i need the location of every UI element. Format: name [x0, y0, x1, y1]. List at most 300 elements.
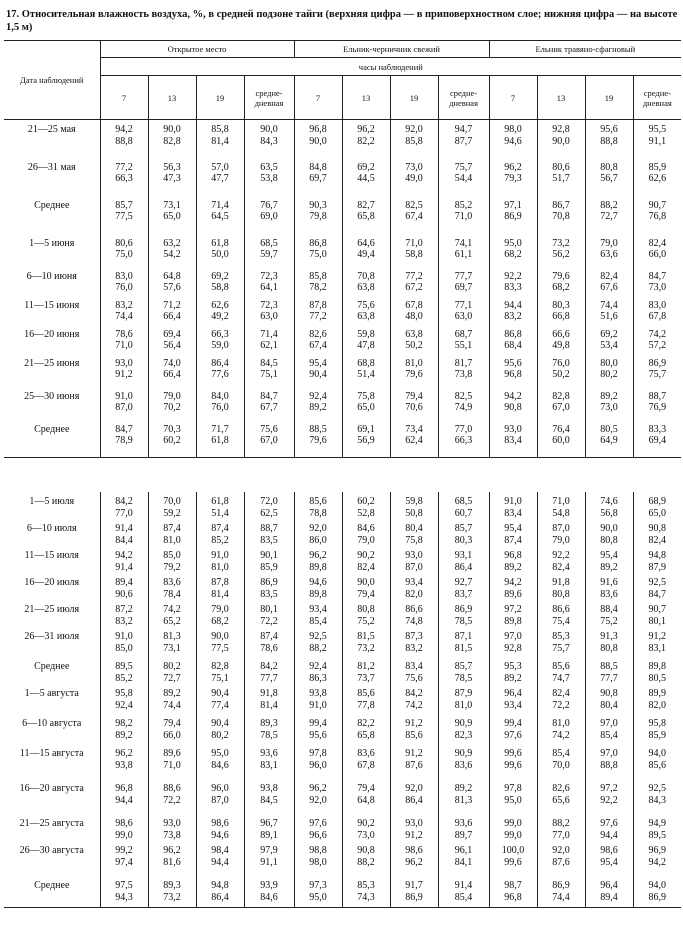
value-cell	[390, 234, 438, 267]
surface-value: 86,9	[648, 357, 667, 369]
value-cell	[196, 627, 244, 657]
value-cell	[294, 546, 342, 573]
surface-value: 68,5	[260, 237, 278, 249]
surface-value: 97,0	[600, 718, 618, 729]
hour-header: 7	[100, 76, 148, 120]
surface-value: 63,8	[405, 328, 423, 340]
value-cell	[537, 779, 585, 814]
height-value: 96,8	[504, 369, 522, 380]
value-cell	[148, 267, 196, 296]
height-value: 94,4	[600, 829, 618, 841]
value-cell	[633, 420, 681, 458]
surface-value: 82,4	[600, 270, 618, 282]
height-value: 74,4	[552, 891, 570, 903]
value-cell	[148, 573, 196, 600]
height-value: 72,7	[600, 211, 618, 222]
surface-value: 74,0	[163, 357, 181, 369]
value-cell	[100, 814, 148, 841]
surface-value: 91,6	[600, 577, 618, 588]
value-cell	[148, 744, 196, 779]
surface-value: 98,7	[504, 880, 522, 891]
height-value: 80,3	[454, 534, 473, 546]
height-value: 86,4	[211, 891, 229, 903]
surface-value: 85,6	[552, 661, 570, 672]
surface-value: 91,0	[211, 550, 229, 561]
surface-value: 86,6	[405, 604, 423, 615]
height-value: 75,2	[600, 615, 618, 627]
surface-value: 93,4	[309, 604, 327, 615]
surface-value: 90,1	[260, 550, 278, 561]
surface-value: 93,6	[454, 818, 473, 829]
surface-value: 75,7	[454, 161, 473, 173]
height-value: 89,2	[504, 561, 522, 573]
surface-value: 97,9	[260, 845, 278, 856]
height-value: 81,3	[454, 794, 473, 806]
table-row	[4, 841, 681, 876]
value-cell	[489, 420, 537, 458]
value-cell	[294, 876, 342, 907]
height-value: 83,5	[260, 588, 278, 600]
value-cell	[148, 876, 196, 907]
height-value: 77,7	[260, 672, 278, 684]
table-row	[4, 684, 681, 714]
value-cell	[294, 120, 342, 158]
value-cell	[196, 196, 244, 234]
value-cell	[585, 714, 633, 744]
height-value: 88,2	[309, 642, 327, 654]
surface-value: 96,8	[115, 783, 133, 794]
height-value: 85,9	[260, 561, 278, 573]
height-value: 62,4	[405, 435, 423, 446]
height-value: 73,0	[357, 829, 375, 841]
height-value: 73,0	[600, 402, 618, 413]
value-cell	[633, 841, 681, 876]
value-cell	[585, 420, 633, 458]
value-cell	[342, 841, 390, 876]
surface-value: 79,4	[163, 718, 181, 729]
value-cell	[294, 814, 342, 841]
value-cell	[148, 546, 196, 573]
height-value: 90,4	[309, 369, 327, 380]
value-cell	[294, 420, 342, 458]
value-cell	[390, 120, 438, 158]
height-value: 79,3	[504, 173, 522, 184]
surface-value: 87,1	[454, 631, 473, 642]
surface-value: 92,8	[552, 124, 570, 135]
height-value: 89,8	[309, 588, 327, 600]
height-value: 44,5	[357, 173, 375, 184]
height-value: 64,9	[600, 435, 618, 446]
height-value: 60,7	[454, 507, 473, 519]
value-cell	[585, 325, 633, 354]
value-cell	[342, 492, 390, 519]
surface-value: 85,3	[357, 880, 375, 891]
surface-value: 62,6	[211, 299, 229, 311]
table-row	[4, 492, 681, 519]
surface-value: 67,8	[405, 299, 423, 311]
height-value: 80,2	[211, 729, 229, 741]
height-value: 78,2	[309, 282, 327, 293]
value-cell	[585, 573, 633, 600]
surface-value: 95,5	[648, 124, 667, 135]
height-value: 85,9	[648, 729, 666, 741]
height-value: 80,8	[552, 588, 570, 600]
height-value: 77,0	[115, 507, 133, 519]
surface-value: 92,0	[552, 845, 570, 856]
height-value: 97,4	[115, 856, 133, 868]
surface-value: 89,8	[648, 661, 666, 672]
height-value: 84,6	[211, 759, 229, 771]
surface-value: 99,6	[504, 748, 522, 759]
height-value: 88,8	[115, 135, 133, 147]
value-cell	[438, 519, 489, 546]
value-cell	[244, 267, 294, 296]
surface-value: 71,4	[211, 199, 229, 211]
height-value: 50,2	[405, 340, 423, 351]
date-cell: 21—25 июля	[4, 600, 100, 627]
surface-value: 94,2	[115, 124, 133, 135]
surface-value: 93,8	[260, 783, 278, 794]
value-cell	[196, 420, 244, 458]
value-cell	[100, 546, 148, 573]
table-row	[4, 744, 681, 779]
surface-value: 98,0	[504, 124, 522, 135]
height-value: 47,3	[163, 173, 181, 184]
value-cell	[100, 492, 148, 519]
value-cell	[342, 876, 390, 907]
table-row	[4, 876, 681, 907]
surface-value: 77,2	[405, 270, 423, 282]
height-value: 63,0	[454, 311, 473, 322]
value-cell	[148, 354, 196, 387]
value-cell	[537, 744, 585, 779]
height-value: 96,6	[309, 829, 327, 841]
height-value: 85,6	[405, 729, 423, 741]
surface-value: 84,5	[260, 357, 278, 369]
height-value: 66,3	[115, 173, 133, 184]
value-cell	[585, 600, 633, 627]
height-value: 76,9	[648, 402, 667, 413]
surface-value: 59,8	[405, 496, 423, 507]
height-value: 74,4	[163, 699, 181, 711]
height-value: 84,5	[260, 794, 278, 806]
value-cell	[294, 296, 342, 325]
surface-value: 80,8	[357, 604, 375, 615]
value-cell	[585, 814, 633, 841]
height-value: 66,4	[163, 369, 181, 380]
surface-value: 95,0	[211, 748, 229, 759]
height-value: 73,0	[648, 282, 667, 293]
height-value: 82,0	[648, 699, 666, 711]
value-cell	[537, 627, 585, 657]
value-cell	[537, 387, 585, 420]
surface-value: 91,4	[454, 880, 473, 891]
surface-value: 94,8	[211, 880, 229, 891]
height-value: 83,2	[405, 642, 423, 654]
date-cell: Среднее	[4, 657, 100, 684]
height-value: 91,0	[309, 699, 327, 711]
surface-value: 92,0	[405, 124, 423, 135]
height-value: 83,4	[504, 507, 522, 519]
surface-value: 85,6	[357, 688, 375, 699]
surface-value: 80,6	[115, 237, 133, 249]
height-value: 94,6	[211, 829, 229, 841]
height-value: 75,1	[260, 369, 278, 380]
value-cell	[537, 354, 585, 387]
value-cell	[390, 779, 438, 814]
height-value: 56,8	[600, 507, 618, 519]
value-cell	[342, 627, 390, 657]
surface-value: 87,8	[211, 577, 229, 588]
hour-header: 19	[390, 76, 438, 120]
surface-value: 96,8	[309, 124, 327, 135]
value-cell	[390, 684, 438, 714]
height-value: 73,1	[163, 642, 181, 654]
height-value: 65,2	[163, 615, 181, 627]
height-value: 90,0	[552, 135, 570, 147]
value-cell	[390, 519, 438, 546]
surface-value: 68,7	[454, 328, 473, 340]
surface-value: 79,0	[211, 604, 229, 615]
surface-value: 87,9	[454, 688, 473, 699]
height-value: 65,8	[357, 211, 375, 222]
surface-value: 93,0	[163, 818, 181, 829]
value-cell	[537, 492, 585, 519]
hours-label: часы наблюдений	[100, 58, 681, 76]
value-cell	[244, 296, 294, 325]
height-value: 63,0	[260, 311, 278, 322]
surface-value: 81,2	[357, 661, 375, 672]
height-value: 82,3	[454, 729, 473, 741]
surface-value: 88,7	[260, 523, 278, 534]
date-cell: 26—30 августа	[4, 841, 100, 876]
value-cell	[537, 573, 585, 600]
value-cell	[342, 267, 390, 296]
hour-header: средне-дневная	[244, 76, 294, 120]
surface-value: 64,8	[163, 270, 181, 282]
value-cell	[148, 714, 196, 744]
value-cell	[196, 234, 244, 267]
value-cell	[390, 814, 438, 841]
surface-value: 88,2	[600, 199, 618, 211]
height-value: 89,4	[600, 891, 618, 903]
surface-value: 77,0	[454, 423, 473, 435]
value-cell	[390, 492, 438, 519]
value-cell	[100, 744, 148, 779]
value-cell	[294, 744, 342, 779]
height-value: 57,6	[163, 282, 181, 293]
surface-value: 85,4	[552, 748, 570, 759]
surface-value: 70,0	[163, 496, 181, 507]
height-value: 82,4	[552, 561, 570, 573]
height-value: 68,2	[211, 615, 229, 627]
surface-value: 80,6	[552, 161, 570, 173]
height-value: 89,2	[600, 561, 618, 573]
height-value: 77,7	[600, 672, 618, 684]
value-cell	[196, 779, 244, 814]
surface-value: 94,7	[454, 124, 473, 135]
surface-value: 90,9	[454, 718, 473, 729]
value-cell	[342, 420, 390, 458]
height-value: 89,2	[504, 672, 522, 684]
height-value: 69,7	[454, 282, 473, 293]
height-value: 97,6	[504, 729, 522, 741]
surface-value: 83,4	[405, 661, 423, 672]
value-cell	[537, 420, 585, 458]
height-value: 83,2	[115, 615, 133, 627]
surface-value: 96,4	[504, 688, 522, 699]
height-value: 62,6	[648, 173, 667, 184]
value-cell	[633, 684, 681, 714]
height-value: 89,5	[648, 829, 666, 841]
value-cell	[244, 744, 294, 779]
surface-value: 71,0	[405, 237, 423, 249]
height-value: 73,2	[357, 642, 375, 654]
height-value: 93,8	[115, 759, 133, 771]
surface-value: 91,4	[115, 523, 133, 534]
height-value: 50,0	[211, 249, 229, 260]
value-cell	[585, 657, 633, 684]
surface-value: 80,4	[405, 523, 423, 534]
height-value: 85,4	[309, 615, 327, 627]
height-value: 88,2	[357, 856, 375, 868]
height-value: 81,0	[454, 699, 473, 711]
height-value: 91,2	[115, 369, 133, 380]
value-cell	[390, 573, 438, 600]
surface-value: 91,8	[260, 688, 278, 699]
height-value: 99,0	[115, 829, 133, 841]
value-cell	[390, 876, 438, 907]
surface-value: 80,2	[163, 661, 181, 672]
surface-value: 86,8	[504, 328, 522, 340]
table-row	[4, 234, 681, 267]
surface-value: 91,2	[648, 631, 666, 642]
height-value: 65,0	[163, 211, 181, 222]
height-value: 89,1	[260, 829, 278, 841]
height-value: 70,8	[552, 211, 570, 222]
value-cell	[294, 573, 342, 600]
height-value: 91,2	[405, 829, 423, 841]
surface-value: 98,6	[211, 818, 229, 829]
height-value: 73,2	[163, 891, 181, 903]
surface-value: 95,6	[504, 357, 522, 369]
surface-value: 82,7	[357, 199, 375, 211]
surface-value: 74,4	[600, 299, 618, 311]
value-cell	[438, 546, 489, 573]
value-cell	[438, 627, 489, 657]
height-value: 94,6	[504, 135, 522, 147]
height-value: 66,8	[552, 311, 570, 322]
height-value: 89,6	[504, 588, 522, 600]
surface-value: 85,3	[552, 631, 570, 642]
surface-value: 66,6	[552, 328, 570, 340]
height-value: 66,0	[648, 249, 667, 260]
value-cell	[633, 627, 681, 657]
value-cell	[537, 876, 585, 907]
height-value: 67,4	[405, 211, 423, 222]
value-cell	[342, 573, 390, 600]
value-cell	[244, 120, 294, 158]
surface-value: 81,5	[357, 631, 375, 642]
height-value: 62,1	[260, 340, 278, 351]
height-value: 77,5	[115, 211, 133, 222]
height-value: 95,0	[309, 891, 327, 903]
value-cell	[294, 519, 342, 546]
value-cell	[537, 657, 585, 684]
surface-value: 89,6	[163, 748, 181, 759]
height-value: 84,3	[260, 135, 278, 147]
surface-value: 82,6	[309, 328, 327, 340]
height-value: 86,9	[648, 891, 666, 903]
surface-value: 97,2	[504, 604, 522, 615]
value-cell	[633, 120, 681, 158]
date-cell: 16—20 июня	[4, 325, 100, 354]
value-cell	[489, 387, 537, 420]
height-value: 59,7	[260, 249, 278, 260]
height-value: 76,8	[648, 211, 667, 222]
height-value: 78,5	[260, 729, 278, 741]
surface-value: 90,7	[648, 199, 667, 211]
surface-value: 90,0	[600, 523, 618, 534]
hour-header: 19	[196, 76, 244, 120]
value-cell	[489, 627, 537, 657]
height-value: 56,7	[600, 173, 618, 184]
height-value: 63,8	[357, 282, 375, 293]
value-cell	[537, 267, 585, 296]
height-value: 49,0	[405, 173, 423, 184]
surface-value: 77,1	[454, 299, 473, 311]
value-cell	[489, 814, 537, 841]
value-cell	[148, 296, 196, 325]
height-value: 53,4	[600, 340, 618, 351]
height-value: 71,0	[454, 211, 473, 222]
value-cell	[633, 296, 681, 325]
date-cell: Среднее	[4, 420, 100, 458]
surface-value: 82,6	[552, 783, 570, 794]
value-cell	[342, 354, 390, 387]
value-cell	[342, 234, 390, 267]
surface-value: 71,7	[211, 423, 229, 435]
value-cell	[244, 158, 294, 196]
value-cell	[537, 714, 585, 744]
surface-value: 89,2	[600, 390, 618, 402]
height-value: 51,6	[600, 311, 618, 322]
value-cell	[438, 657, 489, 684]
height-value: 89,7	[454, 829, 473, 841]
value-cell	[585, 267, 633, 296]
value-cell	[633, 325, 681, 354]
surface-value: 94,0	[648, 748, 666, 759]
height-value: 80,5	[648, 672, 666, 684]
surface-value: 95,4	[600, 550, 618, 561]
surface-value: 96,7	[260, 818, 278, 829]
height-value: 75,0	[309, 249, 327, 260]
value-cell	[390, 196, 438, 234]
height-value: 87,0	[211, 794, 229, 806]
height-value: 95,6	[309, 729, 327, 741]
height-value: 77,5	[211, 642, 229, 654]
surface-value: 92,2	[552, 550, 570, 561]
surface-value: 85,7	[115, 199, 133, 211]
height-value: 80,4	[600, 699, 618, 711]
surface-value: 84,7	[648, 270, 667, 282]
value-cell	[633, 387, 681, 420]
value-cell	[196, 267, 244, 296]
surface-value: 81,0	[405, 357, 423, 369]
value-cell	[342, 546, 390, 573]
value-cell	[100, 684, 148, 714]
value-cell	[585, 234, 633, 267]
